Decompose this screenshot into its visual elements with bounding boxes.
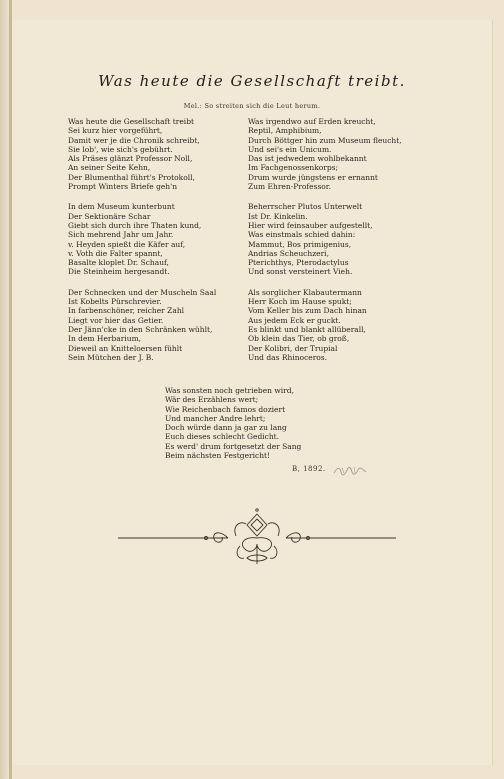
verse-line: In dem Herbarium, xyxy=(68,334,142,344)
verse-line: Wär des Erzählens wert; xyxy=(165,395,259,405)
verse-line: Andrias Scheuchzeri, xyxy=(248,248,329,258)
stanza-right-2 xyxy=(248,202,458,276)
verse-line: v. Heyden spießt die Käfer auf, xyxy=(68,239,186,249)
verse-line: Drum wurde jüngstens er ernannt xyxy=(248,172,378,182)
verse-line: Der Sektionäre Schar xyxy=(68,211,151,221)
verse-line: Es werd' drum fortgesetzt der Sang xyxy=(165,441,302,451)
document-page xyxy=(12,20,493,765)
verse-line: Sei kurz hier vorgeführt, xyxy=(68,126,163,136)
verse-line: Giebt sich durch ihre Thaten kund, xyxy=(68,220,202,230)
verse-line: Als Präses glänzt Professor Noll, xyxy=(68,154,193,164)
verse-line: Was heute die Gesellschaft treibt xyxy=(68,117,195,126)
pencil-annotation-icon xyxy=(332,464,368,478)
verse-line: Durch Böttger hin zum Museum fleucht, xyxy=(248,135,402,145)
stanza-right-3 xyxy=(248,288,458,362)
poem-title: Was heute die Gesellschaft treibt. xyxy=(98,72,406,90)
verse-line: Ob klein das Tier, ob groß, xyxy=(248,334,350,344)
verse-line: Beherrscher Plutos Unterwelt xyxy=(248,202,363,212)
verse-line: Basalte kloplet Dr. Schauf, xyxy=(68,258,169,268)
right-column xyxy=(248,117,458,373)
verse-line: Reptil, Amphibium, xyxy=(248,126,322,136)
verse-line: Damit wer je die Chronik schreibt, xyxy=(68,135,200,145)
verse-line: Das ist jedwedem wohlbekannt xyxy=(248,154,367,164)
verse-line: Sich mehrend Jahr um Jahr. xyxy=(68,230,174,240)
verse-line: Zum Ehren-Professor. xyxy=(248,182,331,192)
verse-line: Liegt vor hier das Getier. xyxy=(68,315,164,325)
verse-line: Der Schnecken und der Muscheln Saal xyxy=(68,287,217,297)
verse-line: Als sorglicher Klabautermann xyxy=(248,287,362,297)
verse-line: Was irgendwo auf Erden kreucht, xyxy=(248,117,376,126)
signature-date: B, 1892. xyxy=(292,465,326,473)
stanza-left-2 xyxy=(68,202,278,276)
verse-line: Der Jänn'cke in den Schränken wühlt, xyxy=(68,324,213,334)
binding-shadow xyxy=(0,0,9,779)
verse-line: Was einstmals schied dahin: xyxy=(248,230,356,240)
verse-line: Sie lob', wie sich's gebührt. xyxy=(68,144,173,154)
melody-note: Mel.: So streiten sich die Leut herum. xyxy=(183,102,321,110)
verse-line: Doch würde dann ja gar zu lang xyxy=(165,423,287,433)
verse-line: Euch dieses schlecht Gedicht. xyxy=(165,432,280,442)
verse-line: Der Blumenthal führt's Protokoll, xyxy=(68,172,195,182)
verse-line: Aus jedem Eck er guckt. xyxy=(248,315,341,325)
verse-line: An seiner Seite Kehn, xyxy=(68,163,151,173)
verse-line: Ist Dr. Kinkelin. xyxy=(248,211,308,221)
verse-line: Im Fachgenossenkorps; xyxy=(248,163,339,173)
stanza-left-3 xyxy=(68,288,278,362)
verse-line: Und sei's ein Unicum. xyxy=(248,144,332,154)
verse-line: Beim nächsten Festgericht! xyxy=(165,451,271,461)
verse-line: Prompt Winters Briefe geh'n xyxy=(68,182,178,192)
verse-line: Ist Kobelts Pürschrevier. xyxy=(68,297,162,307)
stanza-left-1 xyxy=(68,117,278,191)
verse-line: Sein Mütchen der J. B. xyxy=(68,352,154,362)
verse-line: Und mancher Andre lehrt; xyxy=(165,413,266,423)
stanza-right-1 xyxy=(248,117,458,191)
verse-line: In dem Museum kunterbunt xyxy=(68,202,175,212)
verse-line: Hier wird feinsauber aufgestellt, xyxy=(248,220,373,230)
floral-divider-icon xyxy=(116,508,398,568)
verse-line: Wie Reichenbach famos doziert xyxy=(165,404,286,414)
verse-line: Dieweil an Knitteloersen fühlt xyxy=(68,343,183,353)
verse-line: v. Voth die Falter spannt, xyxy=(68,248,163,258)
verse-line: Und sonst versteinert Vieh. xyxy=(248,267,353,277)
left-column xyxy=(68,117,278,373)
verse-line: Und das Rhinoceros. xyxy=(248,352,328,362)
verse-line: Was sonsten noch getrieben wird, xyxy=(165,386,294,395)
verse-line: Herr Koch im Hause spukt; xyxy=(248,297,352,307)
verse-line: Die Steinheim hergesandt. xyxy=(68,267,170,277)
verse-line: Vom Keller bis zum Dach hinan xyxy=(248,306,367,316)
verse-line: Pterichthys, Pterodactylus xyxy=(248,258,349,268)
verse-line: Mammut, Bos primigenius, xyxy=(248,239,352,249)
verse-line: Der Kolibri, der Trupial xyxy=(248,343,338,353)
final-stanza xyxy=(165,386,385,460)
verse-line: In farbenschöner, reicher Zahl xyxy=(68,306,185,316)
verse-line: Es blinkt und blankt allüberall, xyxy=(248,324,366,334)
